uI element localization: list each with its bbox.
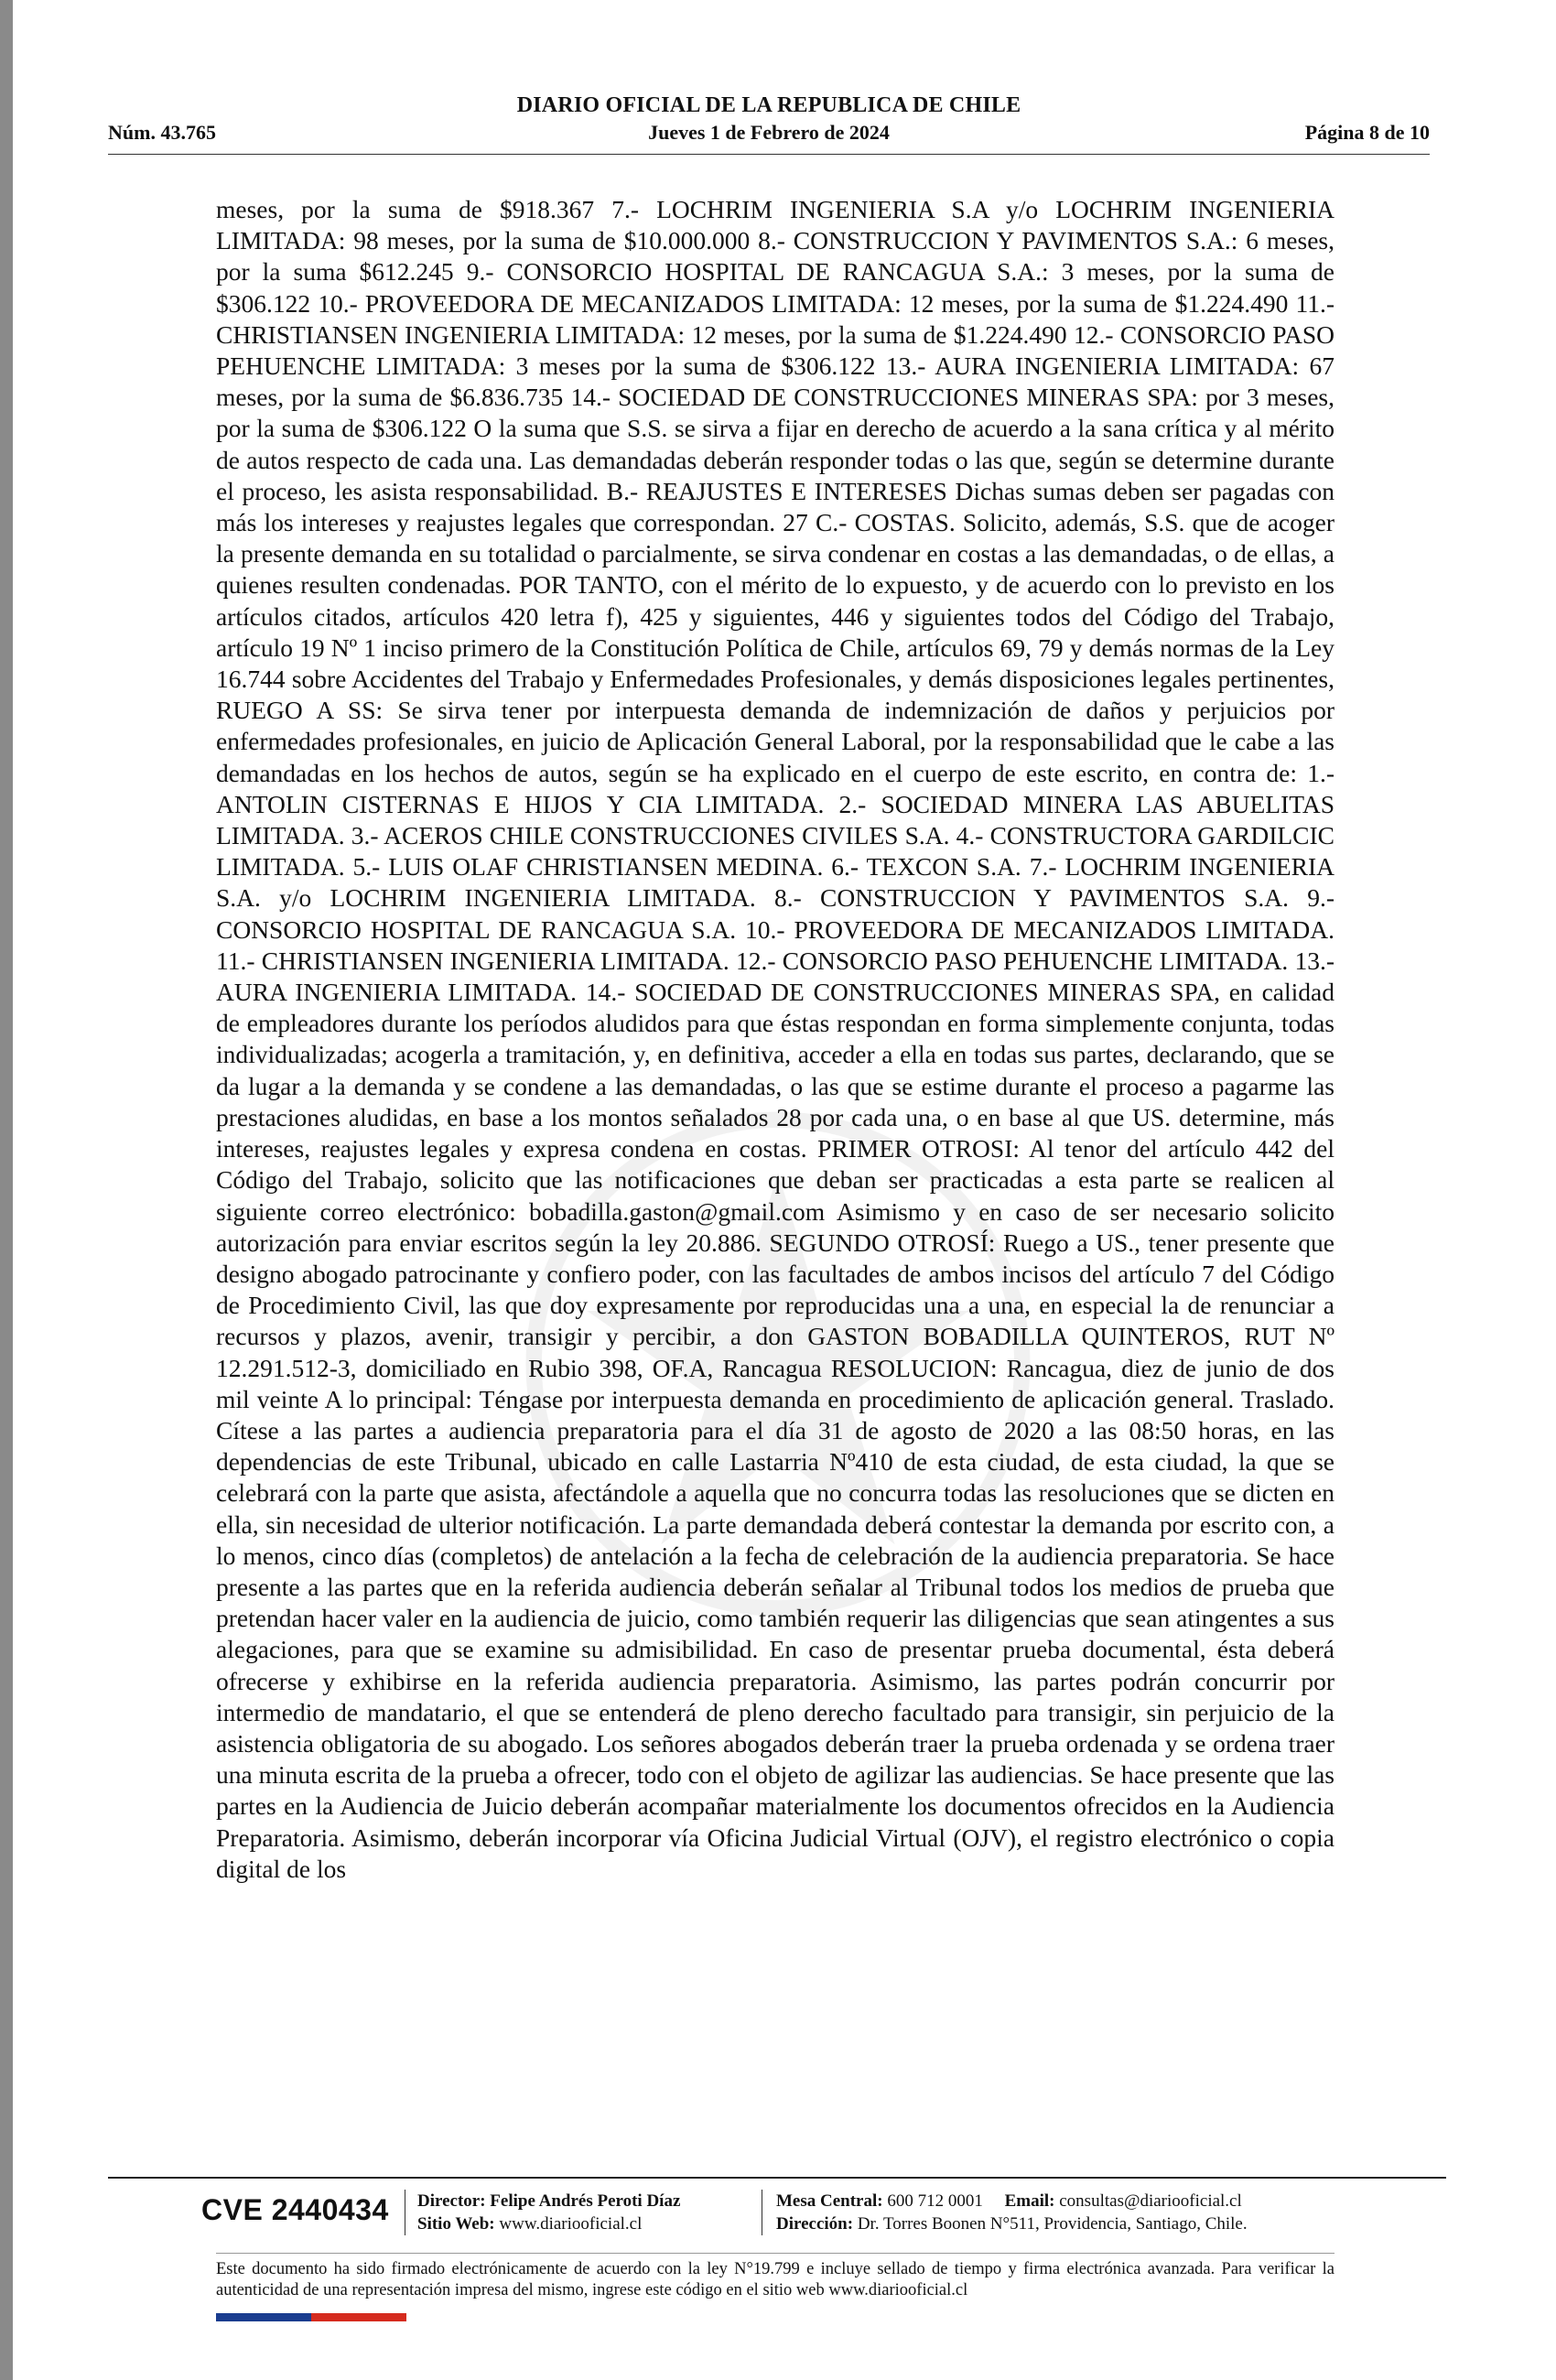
footer-divider — [108, 2177, 1446, 2179]
page-edge — [0, 0, 13, 2380]
director-label: Director: — [417, 2191, 486, 2211]
director-name: Felipe Andrés Peroti Díaz — [490, 2191, 681, 2211]
flag-blue-segment — [216, 2313, 311, 2321]
address-text: Dr. Torres Boonen N°511, Providencia, Santiago, Chile. — [857, 2214, 1248, 2234]
issue-number: Núm. 43.765 — [108, 121, 216, 144]
address-label: Dirección: — [776, 2214, 854, 2234]
page-footer — [201, 2188, 1355, 2241]
phone-label: Mesa Central: — [776, 2191, 883, 2211]
page-number: Página 8 de 10 — [1304, 121, 1430, 144]
page-header — [108, 92, 1430, 155]
email-link[interactable]: consultas@diariooficial.cl — [1059, 2191, 1242, 2211]
issue-date: Jueves 1 de Febrero de 2024 — [648, 121, 890, 144]
flag-color-bar — [216, 2313, 406, 2321]
footer-director-block — [417, 2190, 680, 2235]
email-label: Email: — [1004, 2191, 1055, 2211]
website-link[interactable]: www.diariooficial.cl — [499, 2214, 643, 2234]
phone-number: 600 712 0001 — [887, 2191, 983, 2211]
website-label: Sitio Web: — [417, 2214, 495, 2234]
signature-notice: Este documento ha sido firmado electrónicamente de acuerdo con la ley N°19.799 e incluye sellado de tiempo y firma electrónica avanzada. Para verificar la autenticidad de una representación impresa del mismo, ingrese este código en el sitio web www.diariooficial.cl — [216, 2253, 1334, 2301]
paper-title: DIARIO OFICIAL DE LA REPUBLICA DE CHILE — [516, 93, 1021, 117]
flag-red-segment — [311, 2313, 406, 2321]
footer-contact-block — [776, 2190, 1248, 2235]
cve-code: CVE 2440434 — [201, 2193, 389, 2226]
document-body: meses, por la suma de $918.367 7.- LOCHRIM INGENIERIA S.A y/o LOCHRIM INGENIERIA LIMITADA: 98 meses, por la suma de $10.000.000 8.- CONSTRUCCION Y PAVIMENTOS S.A.: 6 meses, por la suma $612.245 9.- CONSORCIO HOSPITAL DE RANCAGUA S.A.: 3 meses, por la suma de $306.122 10.- PROVEEDORA DE MECANIZADOS LIMITADA: 12 meses, por la suma de $1.224.490 11.- CHRISTIANSEN INGENIERIA LIMITADA: 12 meses, por la suma de $1.224.490 12.- CONSORCIO PASO PEHUENCHE LIMITADA: 3 meses por la suma de $306.122 13.- AURA INGENIERIA LIMITADA: 67 meses, por la suma de $6.836.735 14.- SOCIEDAD DE CONSTRUCCIONES MINERAS SPA: por 3 meses, por la suma de $306.122 O la suma que S.S. se sirva a fijar en derecho de acuerdo a la sana crítica y al mérito de autos respecto de cada una. Las demandadas deberán responder todas o las que, según se determine durante el proceso, les asista responsabilidad. B.- REAJUSTES E INTERESES Dichas sumas deben ser pagadas con más los intereses y reajustes legales que correspondan. 27 C.- COSTAS. Solicito, además, S.S. que de acoger la presente demanda en su totalidad o parcialmente, se sirva condenar en costas a las demandadas, o de ellas, a quienes resulten condenadas. POR TANTO, con el mérito de lo expuesto, y de acuerdo con lo previsto en los artículos citados, artículos 420 letra f), 425 y siguientes, 446 y siguientes todos del Código del Trabajo, artículo 19 Nº 1 inciso primero de la Constitución Política de Chile, artículos 69, 79 y demás normas de la Ley 16.744 sobre Accidentes del Trabajo y Enfermedades Profesionales, y demás disposiciones legales pertinentes, RUEGO A SS: Se sirva tener por interpuesta demanda de indemnización de daños y perjuicios por enfermedades profesionales, en juicio de Aplicación General Laboral, por la responsabilidad que le cabe a las demandadas en los hechos de autos, según se ha explicado en el cuerpo de este escrito, en contra de: 1.- ANTOLIN CISTERNAS E HIJOS Y CIA LIMITADA. 2.- SOCIEDAD MINERA LAS ABUELITAS LIMITADA. 3.- ACEROS CHILE CONSTRUCCIONES CIVILES S.A. 4.- CONSTRUCTORA GARDILCIC LIMITADA. 5.- LUIS OLAF CHRISTIANSEN MEDINA. 6.- TEXCON S.A. 7.- LOCHRIM INGENIERIA S.A. y/o LOCHRIM INGENIERIA LIMITADA. 8.- CONSTRUCCION Y PAVIMENTOS S.A. 9.- CONSORCIO HOSPITAL DE RANCAGUA S.A. 10.- PROVEEDORA DE MECANIZADOS LIMITADA. 11.- CHRISTIANSEN INGENIERIA LIMITADA. 12.- CONSORCIO PASO PEHUENCHE LIMITADA. 13.- AURA INGENIERIA LIMITADA. 14.- SOCIEDAD DE CONSTRUCCIONES MINERAS SPA, en calidad de empleadores durante los períodos aludidos para que éstas respondan en forma simplemente conjunta, todas individualizadas; acogerla a tramitación, y, en definitiva, acceder a ella en todas sus partes, declarando, que se da lugar a la demanda y se condene a las demandadas, o las que se estime durante el proceso a pagarme las prestaciones aludidas, en base a los montos señalados 28 por cada una, o en base al que US. determine, más intereses, reajustes legales y expresa condena en costas. PRIMER OTROSI: Al tenor del artículo 442 del Código del Trabajo, solicito que las notificaciones que deban ser practicadas a esta parte se realicen al siguiente correo electrónico: bobadilla.gaston@gmail.com Asimismo y en caso de ser necesario solicito autorización para enviar escritos según la ley 20.886. SEGUNDO OTROSÍ: Ruego a US., tener presente que designo abogado patrocinante y confiero poder, con las facultades de ambos incisos del artículo 7 del Código de Procedimiento Civil, las que doy expresamente por reproducidas una a una, en especial la de renunciar a recursos y plazos, avenir, transigir y percibir, a don GASTON BOBADILLA QUINTEROS, RUT Nº 12.291.512-3, domiciliado en Rubio 398, OF.A, Rancagua RESOLUCION: Rancagua, diez de junio de dos mil veinte A lo principal: Téngase por interpuesta demanda en procedimiento de aplicación general. Traslado. Cítese a las partes a audiencia preparatoria para el día 31 de agosto de 2020 a las 08:50 horas, en las dependencias de este Tribunal, ubicado en calle Lastarria Nº410 de esta ciudad, de esta ciudad, la que se celebrará con la parte que asista, afectándole a aquella que no concurra todas las resoluciones que se dicten en ella, sin necesidad de ulterior notificación. La parte demandada deberá contestar la demanda por escrito con, a lo menos, cinco días (completos) de antelación a la fecha de celebración de la audiencia preparatoria. Se hace presente a las partes que en la referida audiencia deberán señalar al Tribunal todos los medios de prueba que pretendan hacer valer en la audiencia de juicio, como también requerir las diligencias que sean atingentes a sus alegaciones, para que se examine su admisibilidad. En caso de presentar prueba documental, ésta deberá ofrecerse y exhibirse en la referida audiencia preparatoria. Asimismo, las partes podrán concurrir por intermedio de mandatario, el que se entenderá de pleno derecho facultado para transigir, sin perjuicio de la asistencia obligatoria de su abogado. Los señores abogados deberán traer la prueba ordenada y se ordena traer una minuta escrita de la prueba a ofrecer, todo con el objeto de agilizar las audiencias. Se hace presente que las partes en la Audiencia de Juicio deberán acompañar materialmente los documentos ofrecidos en la Audiencia Preparatoria. Asimismo, deberán incorporar vía Oficina Judicial Virtual (OJV), el registro electrónico o copia digital de los — [216, 195, 1334, 1883]
